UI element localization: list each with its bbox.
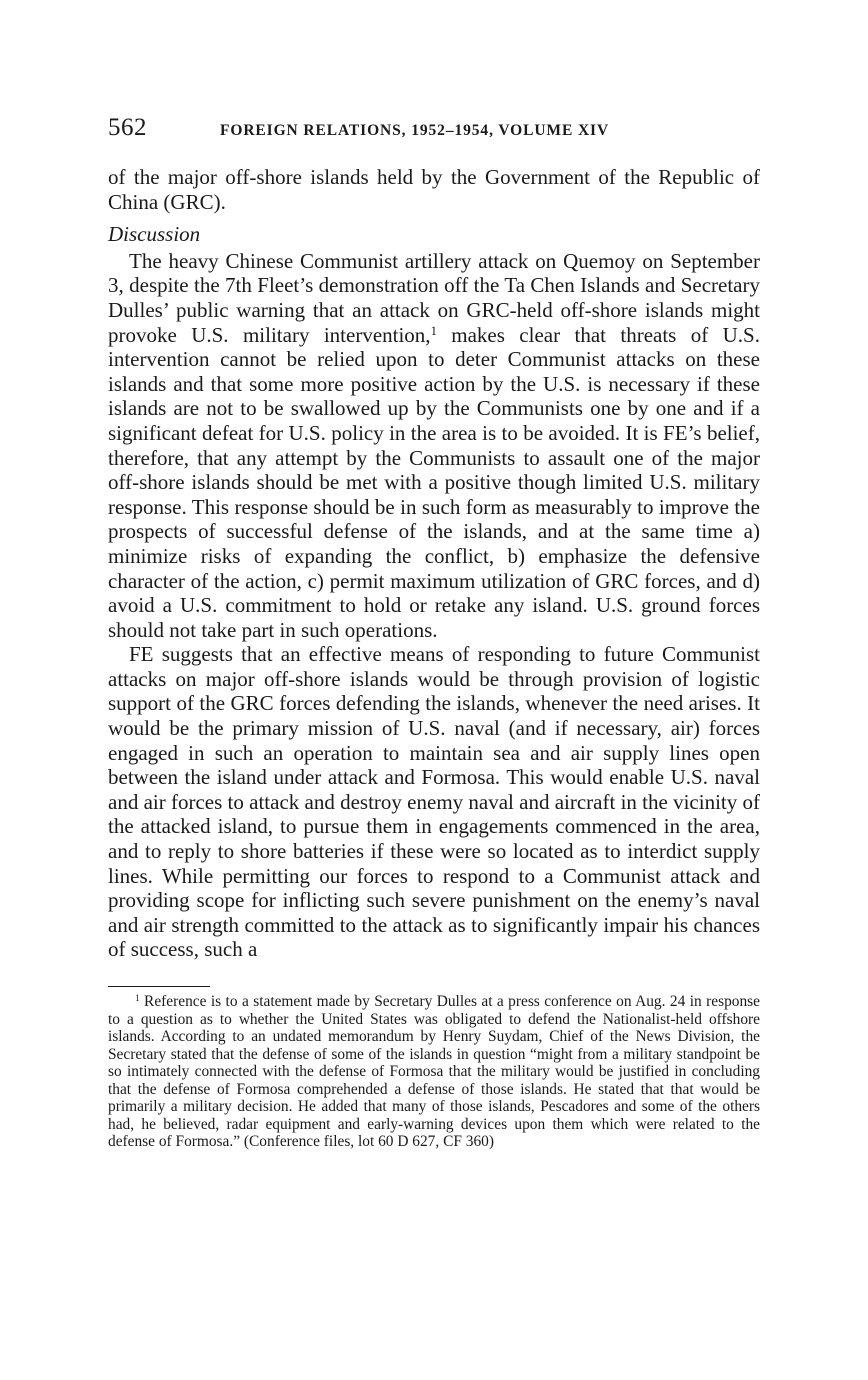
- discussion-paragraph-1: [108, 249, 760, 643]
- continuation-paragraph: of the major off-shore islands held by the Government of the Republic of China (GRC).: [108, 165, 760, 214]
- footnote-1: [108, 993, 760, 1151]
- paragraph-1-text-start: The heavy Chinese Communist artillery attack on Quemoy on September 3, despite the 7th Fleet’s demonstration off the Ta Chen Islands and Secretary Dulles’ public warning that an attack on GRC-held off-shore islands might provoke U.S. military intervention,: [108, 248, 760, 347]
- document-page: [108, 114, 760, 1151]
- footnote-1-text: Reference is to a statement made by Secretary Dulles at a press conference on Aug. 24 in response to a question as to whether the United States was obligated to defend the Nationalist-held offshore islands. According to an undated memorandum by Henry Suydam, Chief of the News Division, the Secretary stated that the defense of some of the islands in question “might from a military standpoint be so intimately connected with the defense of Formosa that the military would be justified in concluding that the defense of Formosa comprehended a defense of those islands. He stated that that would be primarily a military decision. He added that many of those islands, Pescadores and some of the others had, he believed, radar equipment and early-warning devices upon them which were related to the defense of Formosa.” (Conference files, lot 60 D 627, CF 360): [108, 993, 760, 1150]
- section-heading-discussion: Discussion: [108, 222, 201, 247]
- footnote-marker-1: 1: [135, 992, 140, 1003]
- page-number: 562: [108, 114, 147, 141]
- footnote-reference-1[interactable]: 1: [430, 323, 437, 338]
- footnote-divider: [108, 986, 210, 987]
- discussion-paragraph-2: FE suggests that an effective means of responding to future Communist attacks on major off-shore islands would be through provision of logistic support of the GRC forces defending the islands, whenever the need arises. It would be the primary mission of U.S. naval (and if necessary, air) forces engaged in such an operation to maintain sea and air supply lines open between the island under attack and Formosa. This would enable U.S. naval and air forces to attack and destroy enemy naval and aircraft in the vicinity of the attacked island, to pursue them in engagements commenced in the area, and to reply to shore batteries if these were so located as to interdict supply lines. While permitting our forces to respond to a Communist attack and providing scope for inflicting such severe punishment on the enemy’s naval and air strength committed to the attack as to significantly impair his chances of success, such a: [108, 642, 760, 962]
- paragraph-1-text-end: makes clear that threats of U.S. intervention cannot be relied upon to deter Communist attacks on these islands and that some more positive action by the U.S. is necessary if these islands are not to be swallowed up by the Communists one by one and if a significant defeat for U.S. policy in the area is to be avoided. It is FE’s belief, therefore, that any attempt by the Communists to assault one of the major off-shore islands should be met with a positive though limited U.S. military response. This response should be in such form as measurably to improve the prospects of successful defense of the islands, and at the same time a) minimize risks of expanding the conflict, b) emphasize the defensive character of the action, c) permit maximum utilization of GRC forces, and d) avoid a U.S. commitment to hold or retake any island. U.S. ground forces should not take part in such operations.: [108, 322, 760, 642]
- volume-title: FOREIGN RELATIONS, 1952–1954, VOLUME XIV: [220, 122, 610, 139]
- running-header: [108, 114, 760, 150]
